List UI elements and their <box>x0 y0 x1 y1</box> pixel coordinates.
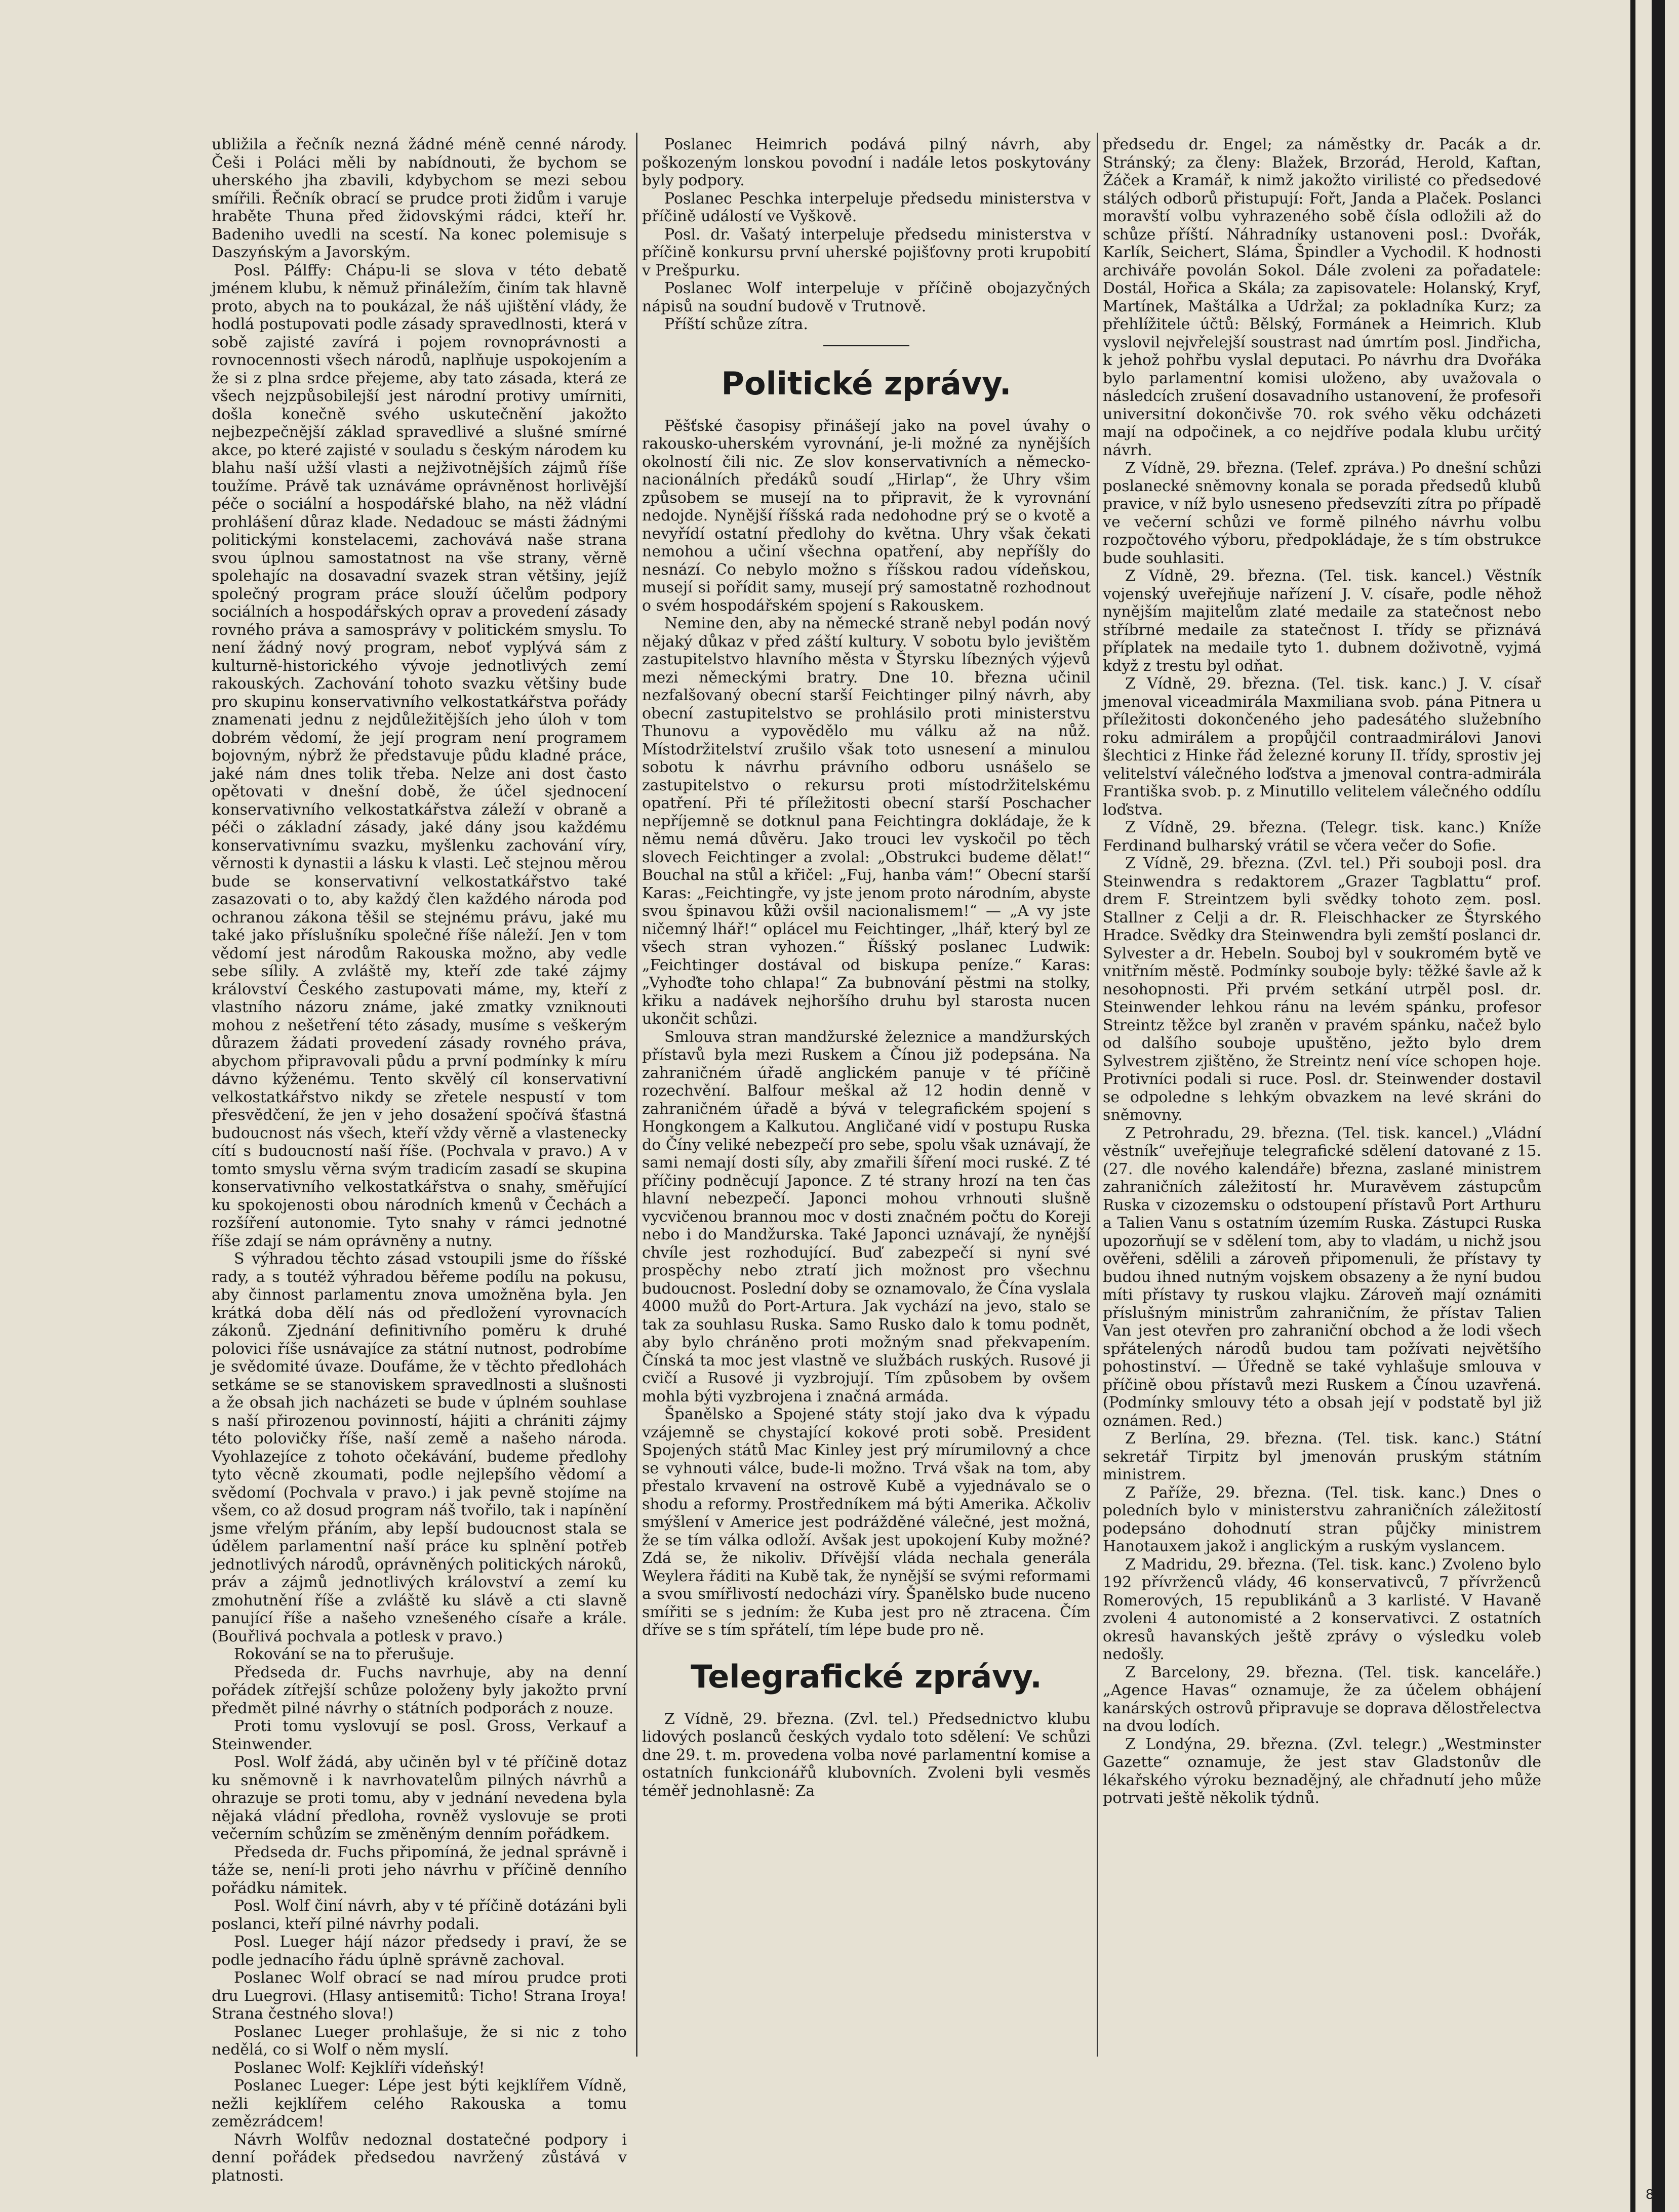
heading-politicke-zpravy: Politické zprávy. <box>721 365 1012 402</box>
paragraph: Poslanec Wolf: Kejklíři vídeňský! <box>234 2059 485 2077</box>
paragraph: Z Berlína, 29. března. (Tel. tisk. kanc.) Státní sekretář Tirpitz byl jmenován pruským státním ministrem. <box>1103 1430 1541 1483</box>
paragraph: S výhradou těchto zásad vstoupili jsme do říšské rady, a s toutéž výhradou běřeme podílu na pokusu, aby činnost parlamentu znova umožněna byla. Jen krátká doba dělí nás od předložení vyrovnacích zákonů. Zjednání definitivního poměru k druhé polovici říše usnávajíce za státní nutnost, podrobíme je svědomité úvaze. Doufáme, že v těchto předlohách setkáme se se stanoviskem spravedlnosti a slušnosti a že obsah jich nacházeti se bude v úplném souhlase s naší přirozenou povinností, hájiti a chrániti zájmy této polovičky říše, naší země a našeho národa. Vyohlazejíce z tohoto očekávání, budeme předlohy tyto věcně zkoumati, podle nejlepšího vědomí a svědomí (Pochvala v pravo.) i jak pevně stojíme na všem, co až dosud program náš tvořilo, tak i napínění jsme vřelým přáním, aby lepší budoucnost stala se údělem parlamentní naší práce ku splnění potřeb jednotlivých národů, oprávněných politických nároků, práv a zájmů jednotlivých království a zemí ku zmohutnění říše a zvláště ku slávě a cti slavně panující říše a našeho vznešeného císaře a krále. (Bouřlivá pochvala a potlesk v pravo.) <box>212 1250 627 1645</box>
paragraph: Posl. Lueger hájí názor předsedy i praví, že se podle jednacího řádu úplně správně zachoval. <box>212 1933 627 1969</box>
paragraph: Poslanec Heimrich podává pilný návrh, aby poškozeným lonskou povodní i nadále letos poskytovány byly podpory. <box>642 136 1091 189</box>
paragraph: Poslanec Peschka interpeluje předsedu ministerstva v příčině událostí ve Vyškově. <box>642 189 1091 225</box>
paragraph: Posl. Pálffy: Chápu-li se slova v této debatě jménem klubu, k němuž přináležím, činím tak hlavně proto, abych na to poukázal, že náš ujištění vlády, že hodlá postupovati podle zásady spravedlnosti, která v sobě zajisté zavírá i pojem rovnoprávnosti a rovnocennosti všech národů, naplňuje uspokojením a že si z plna srdce přejeme, aby tato zásada, která ze všech nejzpůsobilejší jest národní protivy umírniti, došla konečně svého uskutečnění jakožto nejbezpečnější základ spravedlivé a slušné smírné akce, po které zajisté v souladu s českým národem ku blahu naší užší vlasti a nejživotnějších zájmů říše toužíme. Právě tak uznáváme oprávněnost horlivější péče o sociální a hospodářské blaho, na něž vládní prohlášení důraz klade. Nedadouc se másti žádnými politickými konstelacemi, zachovává naše strana svou úplnou samostatnost na vše strany, věrně spolehajíc na dosavadní svazek stran většiny, jejíž společný program práce slouží účelům podpory sociálních a hospodářských oprav a provedení zásady rovného práva a samosprávy v politickém smyslu. To není žádný nový program, neboť vyplývá sám z kulturně-historického vývoje jednotlivých zemí rakouských. Zachování tohoto svazku většiny bude pro skupinu konservativního velkostatkářstva pořády znamenati jednu z nejdůležitějších jeho úloh v tom dobrém vědomí, že její program není programem bojovným, nýbrž že představuje půdu kladné práce, jaké nám dnes tolik třeba. Nelze ani dost často opětovati v dnešní době, že účel sjednocení konservativního velkostatkářstva záleží v obraně a péči o základní zásady, jaké dány jsou každému konservativnímu svazku, myšlenku zachování víry, věrnosti k dynastii a lásku k vlasti. Leč stejnou měrou bude se konservativní velkostatkářstvo také zasazovati o to, aby každý člen každého národa pod ochranou zákona těšil se stejnému právu, jaké mu také jako příslušníku společné říše náleží. Jen v tom vědomí jest národům Rakouska možno, aby vedle sebe sílily. A zvláště my, kteří zde také zájmy království Českého zastupovati máme, my, kteří z vlastního názoru známe, jaké zmatky vzniknouti mohou z nešetření této zásady, musíme s veškerým důrazem žádati provedení zásady rovného práva, abychom připravovali půdu a první podmínky k míru dávno kýženému. Tento skvělý cíl konservativní velkostatkářstvo nikdy se zřetele nespustí v tom přesvědčení, že jen v jeho dosažení spočívá šťastná budoucnost nás všech, kteří vždy věrně a vlastenecky cítí s budoucností naší říše. (Pochvala v pravo.) A v tomto smyslu věrna svým tradicím zasadí se skupina konservativního velkostatkářstva o snahy, směřující ku spokojenosti obou národních kmenů v Čechách a rozšíření autonomie. Tyto snahy v rámci jednotné říše zdají se nám oprávněny a nutny. <box>212 261 627 1250</box>
paragraph: Proti tomu vyslovují se posl. Gross, Verkauf a Steinwender. <box>212 1717 627 1753</box>
paragraph: Posl. dr. Vašatý interpeluje předsedu ministerstva v příčině konkursu první uherské pojišťovny proti krupobití v Prešpurku. <box>642 225 1091 279</box>
column-divider-1 <box>636 133 637 2057</box>
page-number: 8 <box>1646 2187 1654 2202</box>
paragraph: Poslanec Wolf interpeluje v příčině obojazyčných nápisů na soudní budově v Trutnově. <box>642 279 1091 315</box>
paragraph: Z Paříže, 29. března. (Tel. tisk. kanc.) Dnes o poledních bylo v ministerstvu zahraničních záležitostí podepsáno dohodnutí stran půjčky ministrem Hanotauxem jakož i anglickým a ruským vyslancem. <box>1103 1483 1541 1555</box>
edge-rule-outer <box>1652 0 1665 2212</box>
paragraph: ubližila a řečník nezná žádné méně cenné národy. Češi i Poláci měli by nabídnouti, že bychom se uherského jha zbavili, kdybychom se mezi sebou smířili. Řečník obrací se prudce proti židům i varuje hraběte Thuna před židovskými rádci, kteří hr. Badeniho uvedli na scestí. Na konec polemisuje s Daszyńským a Javorským. <box>212 136 627 261</box>
paragraph: Nemine den, aby na německé straně nebyl podán nový nějaký důkaz v před záští kultury. V sobotu bylo jevištěm zastupitelstvo hlavního města v Štyrsku líbezných výjevů mezi německými bratry. Dne 10. března učinil nezfalšovaný obecní starší Feichtinger pilný návrh, aby obecní zastupitelstvo se prohlásilo proti ministerstvu Thunovu a vypovědělo mu válku až na nůž. Místodržitelství zrušilo však toto usnesení a minulou sobotu k návrhu právního odboru usnášelo se zastupitelstvo o rekursu proti místodržitelskému opatření. Při té příležitosti obecní starší Poschacher nepříjemně se dotknul pana Feichtingra dokládaje, že k němu nemá důvěru. Jako trouci lev vyskočil po těch slovech Feichtinger a zvolal: „Obstrukci budeme dělat!“ Bouchal na stůl a křičel: „Fuj, hanba vám!“ Obecní starší Karas: „Feichtingře, vy jste jenom proto národním, abyste svou špinavou kůži ovšil nacionalismem!“ — „A vy jste ničemný lhář!“ oplácel mu Feichtinger, „lhář, který byl ze všech stran vyhozen.“ Říšský poslanec Ludwik: „Feichtinger dostával od biskupa peníze.“ Karas: „Vyhoďte toho chlapa!“ Za bubnování pěstmi na stolky, křiku a nadávek nejhoršího druhu byl starosta nucen ukončit schůzi. <box>642 615 1091 1028</box>
paragraph: Z Vídně, 29. března. (Tel. tisk. kancel.) Věstník vojenský uveřejňuje nařízení J. V. císaře, podle něhož nynějším majitelům zlaté medaile za statečnost nebo stříbrné medaile za statečnost I. třídy se přiznává příplatek na medaile tyto 1. dubnem doživotně, vyjmá když z trestu byl odňat. <box>1103 567 1541 675</box>
column-left <box>212 136 627 2185</box>
paragraph: Poslanec Wolf obrací se nad mírou prudce proti dru Luegrovi. (Hlasy antisemitů: Ticho! Strana Iroya! Strana čestného slova!) <box>212 1969 627 2023</box>
paragraph: Poslanec Lueger: Lépe jest býti kejklířem Vídně, nežli kejklířem celého Rakouska a tomu zemězrádcem! <box>212 2077 627 2130</box>
short-divider <box>823 345 909 346</box>
paragraph: Předseda dr. Fuchs navrhuje, aby na denní pořádek zítřejší schůze položeny byly jakožto první předmět pilné návrhy o státních podporách z nouze. <box>212 1663 627 1717</box>
paragraph: Předseda dr. Fuchs připomíná, že jednal správně i táže se, není-li proti jeho návrhu v příčině denního pořádku námitek. <box>212 1843 627 1897</box>
paragraph: Z Vídně, 29. března. (Zvl. tel.) Předsednictvo klubu lidových poslanců českých vydalo toto sdělení: Ve schůzi dne 29. t. m. provedena volba nové parlamentní komise a ostatních funkcionářů klubovních. Zvoleni byli vesměs téměř jednohlasně: Za <box>642 1710 1091 1800</box>
paragraph: Příští schůze zítra. <box>664 315 808 333</box>
column-right <box>1103 136 1541 2055</box>
paragraph: Z Vídně, 29. března. (Telef. zpráva.) Po dnešní schůzi poslanecké sněmovny konala se porada předsedů klubů pravice, v níž bylo usneseno předsevzíti zítra po případě ve večerní schůzi ve formě pilného návrhu volbu rozpočtového výboru, předpokládaje, že s tím obstrukce bude souhlasiti. <box>1103 459 1541 567</box>
column-middle <box>642 136 1091 2055</box>
heading-telegraficke-zpravy: Telegrafické zprávy. <box>691 1658 1042 1695</box>
paragraph: Posl. Wolf činí návrh, aby v té příčině dotázáni byli poslanci, kteří pilné návrhy podali. <box>212 1897 627 1933</box>
paragraph: Z Barcelony, 29. března. (Tel. tisk. kanceláře.) „Agence Havas“ oznamuje, že za účelem obhájení kanárských ostrovů připravuje se doprava dělostřelectva na dvou lodích. <box>1103 1663 1541 1735</box>
paragraph: Z Madridu, 29. března. (Tel. tisk. kanc.) Zvoleno bylo 192 přívrženců vlády, 46 konservativců, 7 přívrženců Romerových, 15 republikánů a 3 karlisté. V Havaně zvoleni 4 autonomisté a 2 konservativci. Z ostatních okresů havanských ještě zprávy o výsledku voleb nedošly. <box>1103 1555 1541 1663</box>
paragraph: Smlouva stran mandžurské železnice a mandžurských přístavů byla mezi Ruskem a Čínou již podepsána. Na zahraničném úřadě anglickém panuje v té příčině rozechvění. Balfour meškal až 12 hodin denně v zahraničném úřadě a bývá v telegrafickém spojení s Hongkongem a Kalkutou. Angličané vidí v postupu Ruska do Číny veliké nebezpečí pro sebe, spolu však uznávají, že sami nemají dosti síly, aby zmařili šíření moci ruské. Z té příčiny podněcují Japonce. Z té strany hrozí na ten čas hlavní nebezpečí. Japonci mohou vrhnouti slušně vycvičenou brannou moc v dosti značném počtu do Koreji nebo i do Mandžurska. Také Japonci uznávají, že nynější chvíle jest rozhodující. Buď zabezpečí si nyní své prospěchy nebo ztratí jich možnost pro všechnu budoucnost. Poslední doby se oznamovalo, že Čína vyslala 4000 mužů do Port-Artura. Jak vychází na jevo, stalo se tak za souhlasu Ruska. Samo Rusko dalo k tomu podnět, aby bylo chráněno proti možným snad překvapením. Čínská ta moc jest vlastně ve službách ruských. Rusové ji cvičí a Rusové ji vyzbrojují. Tím způsobem by ovšem mohla býti vyzbrojena i značná armáda. <box>642 1028 1091 1405</box>
parliament-notes <box>642 136 1091 334</box>
column-divider-2 <box>1097 133 1098 2057</box>
paragraph: Španělsko a Spojené státy stojí jako dva k výpadu vzájemně se chystající kokové proti sobě. President Spojených států Mac Kinley jest prý mírumilovný a chce se vyhnouti válce, bude-li možno. Trvá však na tom, aby přestalo krvavení na ostrově Kubě a vyjednávalo se o shodu a reformy. Prostředníkem má býti Amerika. Ačkoliv smýšlení v Americe jest podrážděné válečné, jest možná, že se tím válka odloží. Avšak jest upokojení Kuby možné? Zdá se, že nikoliv. Dřívější vláda nechala generála Weylera řáditi na Kubě tak, že nynější se svými reformami a svou smířlivostí nedocházi víry. Španělsko bude nucenо smířiti se s jedním: že Kuba jest pro ně ztracena. Čím dříve se s tím spřátelí, tím lépe bude pro ně. <box>642 1405 1091 1639</box>
paragraph: Návrh Wolfův nedoznal dostatečné podpory i denní pořádek předsedou navržený zůstává v platnosti. <box>212 2130 627 2185</box>
paragraph: Z Petrohradu, 29. března. (Tel. tisk. kancel.) „Vládní věstník“ uveřejňuje telegrafické sdělení datované z 15. (27. dle nového kalendáře) března, zaslané ministrem zahraničních záležitostí hr. Muravěvem zástupcům Ruska v cizozemsku o odstoupení přístavů Port Arthuru a Talien Vanu s ostatním územím Ruska. Zástupci Ruska upozorňují se v sdělení tom, aby to vladám, u nichž jsou ověřeni, sdělili a zároveň připomenuli, že přístavy ty budou ihned nutným vojskem obsazeny a že nyní budou míti přístavy ty ruskou vlajku. Zároveň mají oznámiti příslušným ministrům zahraničním, že přístav Talien Van jest otevřen pro zahraniční obchod a že lodi všech spřátelených národů budou tam požívati největšího pohostinství. — Úředně se také vyhlašuje smlouva v příčině obou přístavů mezi Ruskem a Čínou uzavřená. (Podmínky smlouvy této a obsah její v podstatě byl již oznámen. Red.) <box>1103 1124 1541 1430</box>
paragraph: Poslanec Lueger prohlašuje, že si nic z toho nedělá, co si Wolf o něm myslí. <box>212 2023 627 2059</box>
telegraphic-news <box>642 1710 1091 1800</box>
paragraph: Z Vídně, 29. března. (Zvl. tel.) Při souboji posl. dra Steinwendra s redaktorem „Grazer Tagblattu“ prof. drem F. Streintzem byli svědky tohoto zem. posl. Stallner z Celji a dr. R. Fleischhacker ze Štyrského Hradce. Svědky dra Steinwendra byli zemští poslanci dr. Sylvester a dr. Hebeln. Souboj byl v soukromém bytě ve vnitřním městě. Podmínky souboje byly: těžké šavle až k nesohopnosti. Při prvém setkání utrpěl posl. dr. Steinwender lehkou ránu na levém spánku, profesor Streintz těžce byl zraněn v pravém spánku, načež bylo od dalšího souboje upuštěno, ježto bylo drem Sylvestrem zjištěno, že Streintz není více schopen hoje. Protivníci podali si ruce. Posl. dr. Steinwender dostavil se odpoledne s lehkým obvazkem na levé skráni do sněmovny. <box>1103 855 1541 1124</box>
paragraph: Rokování se na to přerušuje. <box>234 1645 455 1663</box>
political-news <box>642 417 1091 1639</box>
paragraph: předsedu dr. Engel; za náměstky dr. Pacák a dr. Stránský; za členy: Blažek, Brzorád, Herold, Kaftan, Žáček a Kramář, k nimž jakožto virilisté co předsedové stálých odborů přistupují: Fořt, Janda a Plaček. Poslanci moravští volbu vyhrazeného sobě čísla odložili až do schůze příští. Náhradníky ustanoveni posl.: Dvořák, Karlík, Seichert, Sláma, Špindler a Vychodil. K hodnosti archiváře povolán Sokol. Dále zvoleni za pořadatele: Dostál, Hořica a Skála; za zapisovatele: Holanský, Kryf, Martínek, Maštálka a Udržal; za pokladníka Kurz; za přehlížitele účtů: Bělský, Formánek a Heimrich. Klub vyslovil nejvřelejší soustrast nad úmrtím posl. Jindřicha, k jehož pohřbu vyslal deputaci. Po návrhu dra Dvořáka bylo parlamentní komisi uloženo, aby uvažovala o následcích zrušení dosavadního ustanovení, že profesoři universitní dokončivše 70. rok svého věku odcházeti mají na odpočinek, a co nejdříve podala klubu určitý návrh. <box>1103 136 1541 459</box>
edge-rule <box>1630 0 1635 2212</box>
paragraph: Pěšťské časopisy přinášejí jako na povel úvahy o rakousko-uherském vyrovnání, je-li možné za nynějších okolností čili nic. Ze slov konservativních a německo-nacionálních předáků soudí „Hirlap“, že Uhry všim způsobem se musejí na to připravit, že k vyrovnání nedojde. Nynější říšská rada nedohodne prý se o kvotě a nevyřídí ostatní předlohy do května. Uhry však čekati nemohou a učiní všechna opatření, aby nepříšly do nesnází. Co nebylo možno s říšskou radou vídeňskou, musejí si pořídit samy, musejí prý samostatně rozhodnout o svém hospodářském spojení s Rakouskem. <box>642 417 1091 615</box>
paragraph: Z Londýna, 29. března. (Zvl. telegr.) „Westminster Gazette“ oznamuje, že jest stav Gladstonův dle lékařského výroku beznadějný, ale chřadnutí jeho může potrvati ještě několik týdnů. <box>1103 1735 1541 1807</box>
paragraph: Posl. Wolf žádá, aby učiněn byl v té příčině dotaz ku sněmovně i k navrhovatelům pilných návrhů a ohrazuje se proti tomu, aby v jednání nevedena byla nějaká vládní předloha, rovněž vyslovuje se proti večerním schůzím se změněným denním pořádkem. <box>212 1753 627 1843</box>
paragraph: Z Vídně, 29. března. (Tel. tisk. kanc.) J. V. císař jmenoval viceadmirála Maxmiliana svob. pána Pitnera u příležitosti dokončeného jeho padesátého služebního roku admirálem a propůjčil contraadmirálovi Janovi šlechtici z Hinke řád železné koruny II. třídy, sprostiv jej velitelství válečného loďstva a jmenoval contra-admirála Františka svob. p. z Minutillo velitelem válečného oddílu loďstva. <box>1103 675 1541 819</box>
paragraph: Z Vídně, 29. března. (Telegr. tisk. kanc.) Kníže Ferdinand bulharský vrátil se včera večer do Sofie. <box>1103 819 1541 855</box>
